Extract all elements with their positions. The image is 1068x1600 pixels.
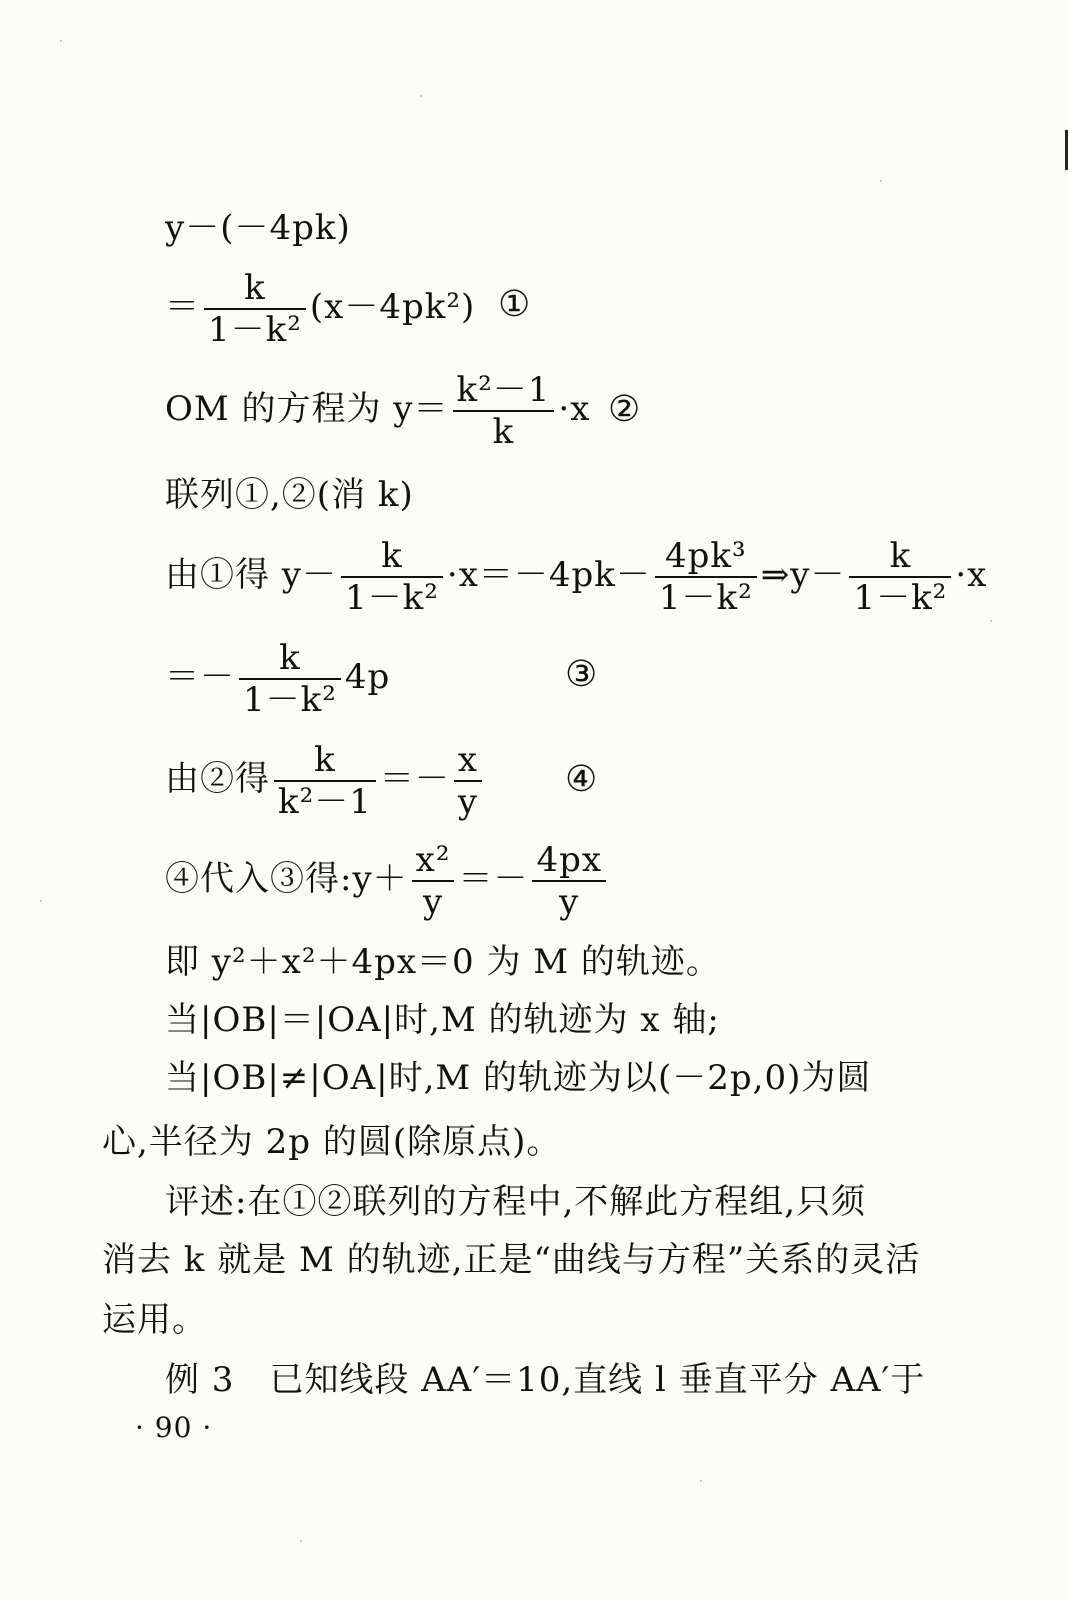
equation-line-6 [165,640,390,718]
numerator: k [314,740,336,780]
equation-line-3 [165,372,590,450]
paper-speck [40,900,42,902]
fraction [453,372,555,450]
text-line-13: 评述:在①②联列的方程中,不解此方程组,只须 [165,1182,867,1222]
text: ·x [955,555,988,595]
text-line-14: 消去 k 就是 M 的轨迹,正是“曲线与方程”关系的灵活 [102,1240,921,1280]
fraction [849,538,951,616]
text: 4p [344,657,391,697]
equation-line-7 [165,742,486,820]
denominator: y [457,782,479,822]
denominator: 1－k² [658,578,753,618]
numerator: k [381,536,403,576]
numerator: 4px [536,840,603,880]
numerator: k [279,638,301,678]
paper-speck [420,95,422,97]
denominator: 1－k² [208,310,302,350]
fraction [655,538,757,616]
page-number: · 90 · [135,1411,213,1444]
text: ＝ [165,287,200,327]
text: 由②得 [165,759,270,799]
numerator: 4pk³ [664,536,747,576]
text-line-16: 例 3 已知线段 AA′＝10,直线 l 垂直平分 AA′于 [165,1360,926,1400]
fraction [239,640,341,718]
text: ·x [558,389,591,429]
text: ·x＝－4pk－ [446,555,651,595]
fraction [204,270,306,348]
equation-marker-3: ③ [565,654,598,695]
text-line-15: 运用。 [102,1300,207,1340]
equation-line-8 [165,842,610,920]
fraction [341,538,443,616]
denominator: 1－k² [345,578,439,618]
denominator: k²－1 [278,782,372,822]
paper-speck [700,1480,702,1482]
numerator: x² [415,840,451,880]
equation-line-1: y－(－4pk) [165,208,351,248]
equation-line-5 [165,538,987,616]
equation-line-2 [165,270,475,348]
text: ⇒y－ [760,555,846,595]
paper-speck [990,620,992,622]
equation-marker-2: ② [608,389,641,430]
text: OM 的方程为 y＝ [165,389,449,429]
text-line-9: 即 y²＋x²＋4px＝0 为 M 的轨迹。 [165,942,721,982]
text: (x－4pk²) [309,287,476,327]
equation-marker-1: ① [498,284,531,325]
denominator: y [422,882,444,922]
denominator: k [492,412,515,452]
fraction [532,842,606,920]
text-line-4: 联列①,②(消 k) [165,475,414,515]
equation-marker-4: ④ [565,759,598,800]
text: ④代入③得:y＋ [165,859,408,899]
text: ＝－ [165,657,235,697]
numerator: k [244,268,266,308]
denominator: 1－k² [853,578,948,618]
fraction [454,742,482,820]
paper-speck [60,40,62,42]
text-line-11: 当|OB|≠|OA|时,M 的轨迹为以(－2p,0)为圆 [165,1058,872,1098]
numerator: k [889,536,912,576]
text-line-12: 心,半径为 2p 的圆(除原点)。 [102,1122,562,1162]
text: ＝－ [458,859,529,899]
numerator: k²－1 [456,370,551,410]
denominator: 1－k² [243,680,337,720]
text-line-10: 当|OB|＝|OA|时,M 的轨迹为 x 轴; [165,1000,720,1040]
fraction [274,742,376,820]
text: ＝－ [379,759,450,799]
numerator: x [457,740,479,780]
text: 由①得 y－ [165,555,338,595]
denominator: y [559,882,580,922]
paper-speck [880,180,882,182]
fraction [412,842,455,920]
paper-speck [300,1540,302,1542]
